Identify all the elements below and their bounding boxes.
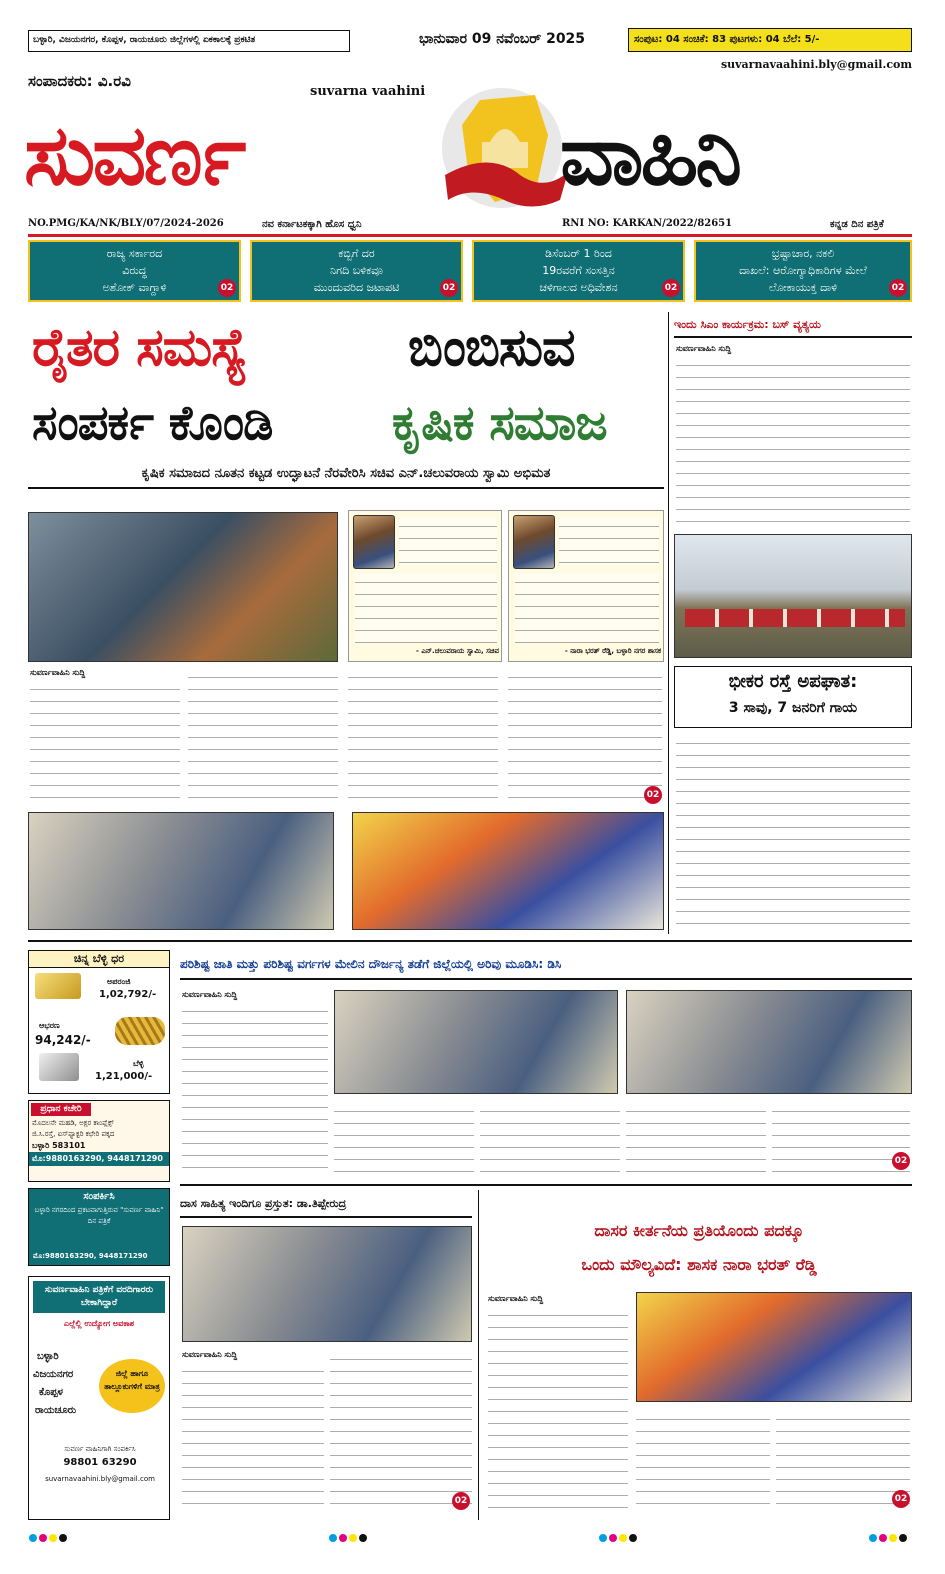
teaser-card[interactable] [250, 240, 463, 302]
recruit-bubble: ಜಿಲ್ಲೆ ಹಾಗೂ ತಾಲ್ಲೂಕುಗಳಿಗೆ ಮಾತ್ರ [99, 1359, 165, 1413]
contact-phone[interactable]: ಮೊ:9880163290, 9448171290 [33, 1252, 148, 1260]
lead-body-col-1 [30, 680, 180, 802]
editor-name: ಸಂಪಾದಕರು: ವಿ.ರವಿ [28, 72, 131, 90]
quote-text [559, 517, 659, 565]
masthead-right: ವಾಹಿನಿ [560, 106, 739, 204]
recruit-email[interactable]: suvarnavaahini.bly@gmail.com [45, 1475, 155, 1483]
recruit-city: ಬಳ್ಳಾರಿ [37, 1351, 59, 1362]
office-title: ಪ್ರಧಾನ ಕಚೇರಿ [31, 1103, 91, 1116]
section-rule [28, 940, 912, 942]
bus-row [685, 609, 905, 627]
quote-box-1 [348, 510, 502, 662]
teaser-card[interactable] [472, 240, 685, 302]
scst-body-col-4 [626, 1102, 766, 1174]
scst-photo-meeting [626, 990, 912, 1094]
daily-label: ಕನ್ನಡ ದಿನ ಪತ್ರಿಕೆ [830, 219, 884, 230]
scst-body-col-5 [772, 1102, 910, 1174]
lead-dateline: ಸುವರ್ಣವಾಹಿನಿ ಸುದ್ದಿ [30, 668, 86, 677]
bus-dateline: ಸುವರ್ಣವಾಹಿನಿ ಸುದ್ದಿ [676, 344, 732, 353]
recruit-line: ಎಲ್ಲೆಲ್ಲಿ ಉದ್ಯೋಗ ಅವಕಾಶ [63, 1319, 135, 1328]
contact-body: ಬಳ್ಳಾರಿ ನಗರದಿಂದ ಪ್ರಕಟವಾಗುತ್ತಿರುವ "ಸುವರ್ಣ ವಾಹಿನಿ" ದಿನ ಪತ್ರಿಕೆ [34, 1206, 164, 1225]
page-badge: 02 [440, 279, 458, 297]
scst-dateline: ಸುವರ್ಣವಾಹಿನಿ ಸುದ್ದಿ [182, 990, 238, 999]
gold-value-3: 1,21,000/- [95, 1071, 153, 1082]
headline-black-2: ಸಂಪರ್ಕ ಕೊಂಡಿ [32, 395, 273, 451]
contact-box [28, 1188, 170, 1266]
office-phone[interactable]: ಮೊ:9880163290, 9448171290 [29, 1152, 169, 1166]
quote-portrait [513, 515, 555, 569]
teaser-card[interactable] [28, 240, 241, 302]
page-badge: 02 [218, 279, 236, 297]
teaser-line: ಚಳಿಗಾಲದ ಅಧಿವೇಶನ [539, 281, 618, 294]
email-address[interactable]: suvarnavaahini.bly@gmail.com [720, 58, 912, 71]
gold-title: ಚಿನ್ನ ಬೆಳ್ಳಿ ಧರ [29, 951, 169, 968]
scst-body-col-2 [334, 1102, 474, 1174]
office-line: ಜಿ.ಸಿ.ರಸ್ತೆ, ಐಸ್‌ಫ್ಯಾಕ್ಟರಿ ಕಛೇರಿ ಪಕ್ಕದ [32, 1130, 115, 1138]
keerthane-body-col-3 [776, 1410, 910, 1510]
keerthane-photo [636, 1292, 912, 1402]
recruit-phone[interactable]: 98801 63290 [63, 1457, 137, 1468]
office-line: ಬಳ್ಳಾರಿ 583101 [32, 1141, 86, 1150]
bus-body [676, 356, 910, 528]
gold-value-1: 1,02,792/- [99, 989, 157, 1000]
quote-text [515, 573, 659, 643]
scst-photo-dc [334, 990, 618, 1094]
scst-body-col-3 [480, 1102, 620, 1174]
quote-box-2 [508, 510, 664, 662]
quote-text [355, 573, 497, 643]
lead-body-col-4 [508, 668, 662, 802]
keerthane-title-2: ಒಂದು ಮೌಲ್ಯವಿದೆ: ಶಾಸಕ ನಾರಾ ಭರತ್ ರೆಡ್ಡಿ [581, 1255, 817, 1274]
scst-title: ಪರಿಶಿಷ್ಟ ಜಾತಿ ಮತ್ತು ಪರಿಶಿಷ್ಟ ವರ್ಗಗಳ ಮೇಲಿನ ದೌರ್ಜನ್ಯ ತಡೆಗೆ ಜಿಲ್ಲೆಯಲ್ಲಿ ಅರಿವು ಮೂಡಿಸಿ: ಡಿಸಿ [180, 950, 912, 980]
teaser-line: ಭ್ರಷ್ಟಾಚಾರ, ನಕಲಿ [771, 247, 835, 260]
issue-info: ಸಂಪುಟ: 04 ಸಂಚಿಕೆ: 83 ಪುಟಗಳು: 04 ಬೆಲೆ: 5/- [628, 28, 912, 52]
recruit-title: ಸುವರ್ಣವಾಹಿನಿ ಪತ್ರಿಕೆಗೆ ವರದಿಗಾರರು ಬೇಕಾಗಿದ್ದಾರೆ [33, 1281, 165, 1313]
column-divider [478, 1190, 479, 1520]
tagline: ನವ ಕರ್ನಾಟಕಕ್ಕಾಗಿ ಹೊಸ ಧ್ವನಿ [262, 219, 362, 230]
teaser-line: 19ರವರೆಗೆ ಸಂಸತ್ತಿನ [542, 264, 615, 277]
recruit-city: ಕೊಪ್ಪಳ [39, 1387, 63, 1398]
dasa-body-col-2 [330, 1350, 472, 1508]
keerthane-dateline: ಸುವರ್ಣವಾಹಿನಿ ಸುದ್ದಿ [488, 1294, 544, 1303]
teaser-line: ಅಶೋಕ್ ವಾಗ್ದಾಳಿ [102, 281, 167, 294]
lead-subhead: ಕೃಷಿಕ ಸಮಾಜದ ನೂತನ ಕಟ್ಟಡ ಉದ್ಘಾಟನೆ ನೆರವೇರಿಸಿ ಸಚಿವ ಎನ್.ಚಲುವರಾಯ ಸ್ವಾಮಿ ಅಭಿಮತ [141, 466, 551, 481]
quote-credit: - ನಾರಾ ಭರತ್ ರೆಡ್ಡಿ, ಬಳ್ಳಾರಿ ನಗರ ಶಾಸಕ [564, 647, 661, 655]
dasa-title: ದಾಸ ಸಾಹಿತ್ಯ ಇಂದಿಗೂ ಪ್ರಸ್ತುತ: ಡಾ.ತಿಪ್ಪೇರುದ್ರ [180, 1192, 472, 1218]
recruit-phone-label: ಸುವರ್ಣ ವಾಹಿನಿಗಾಗಿ ಸಂಪರ್ಕಿಸಿ [64, 1445, 136, 1453]
accident-box [674, 666, 912, 728]
teaser-line: ದಾಖಲೆ: ಆರೋಗ್ಯಾಧಿಕಾರಿಗಳ ಮೇಲೆ [739, 264, 867, 277]
right-divider [668, 312, 669, 934]
masthead-left: ಸುವರ್ಣ [24, 106, 244, 204]
masthead-english: suvarna vaahini [310, 84, 426, 99]
registration-number: NO.PMG/KA/NK/BLY/07/2024-2026 [28, 218, 224, 229]
accident-title: ಭೀಕರ ರಸ್ತೆ ಅಪಘಾತ: [728, 671, 858, 692]
contact-title: ಸಂಪರ್ಕಿಸಿ [83, 1191, 115, 1202]
bus-photo [674, 534, 912, 658]
lead-photo-audience [28, 812, 334, 930]
gold-value-2: 94,242/- [35, 1033, 91, 1047]
gold-label-3: ಬೆಳ್ಳಿ [133, 1059, 144, 1068]
teaser-line: ಕಬ್ಬಿಗೆ ದರ [338, 247, 375, 260]
lead-subhead-rule [28, 487, 664, 489]
teaser-line: ಡಿಸೆಂಬರ್ 1 ರಿಂದ [545, 247, 612, 260]
lead-headline [28, 312, 664, 462]
teaser-card[interactable] [694, 240, 912, 302]
recruit-city: ವಿಜಯನಗರ [33, 1369, 74, 1380]
teaser-line: ಮುಂದುವರಿದ ಜಟಾಪಟಿ [313, 281, 400, 294]
dasa-dateline: ಸುವರ್ಣವಾಹಿನಿ ಸುದ್ದಿ [182, 1350, 238, 1359]
page-badge: 02 [452, 1492, 470, 1510]
office-box [28, 1100, 170, 1182]
page-badge: 02 [892, 1152, 910, 1170]
teaser-line: ವಿರುದ್ಧ [122, 264, 147, 277]
keerthane-body-col-1 [488, 1306, 628, 1510]
masthead-emblem [440, 80, 570, 220]
header-divider [28, 234, 912, 237]
gold-bars-icon [35, 973, 81, 999]
page-badge: 02 [662, 279, 680, 297]
gold-jewel-icon [115, 1017, 165, 1045]
accident-subtitle: 3 ಸಾವು, 7 ಜನರಿಗೆ ಗಾಯ [728, 700, 858, 716]
teaser-line: ರಾಜ್ಯ ಸರ್ಕಾರದ [106, 247, 163, 260]
lead-photo-ribbon [28, 512, 338, 662]
office-line: ಮೊದಲನೇ ಮಹಡಿ, ಅಕ್ಷರ ಕಾಂಪ್ಲೆಕ್ಸ್ [32, 1119, 114, 1127]
keerthane-body-col-2 [636, 1410, 770, 1510]
recruit-box [28, 1276, 170, 1520]
teaser-line: ನಿಗದಿ ಬಳಿಕವೂ [330, 264, 383, 277]
lead-body-col-3 [348, 668, 498, 802]
headline-green: ಕೃಷಿಕ ಸಮಾಜ [392, 395, 607, 451]
gold-box [28, 950, 170, 1094]
page-badge: 02 [644, 786, 662, 804]
teaser-strip [28, 240, 912, 302]
color-registration-marks [28, 1528, 912, 1538]
silver-bars-icon [39, 1053, 79, 1081]
dasa-photo [182, 1226, 472, 1342]
scst-body-col-1 [182, 1002, 328, 1174]
issue-date: ಭಾನುವಾರ 09 ನವೆಂಬರ್ 2025 [418, 31, 586, 47]
lead-body-col-2 [188, 668, 338, 802]
recruit-city: ರಾಯಚೂರು [35, 1405, 77, 1416]
page-badge: 02 [889, 279, 907, 297]
dasa-body-col-1 [182, 1362, 324, 1508]
section-rule [180, 1184, 912, 1186]
keerthane-title [486, 1214, 912, 1286]
lead-photo-lamp [352, 812, 664, 930]
quote-credit: - ಎನ್.ಚಲುವರಾಯ ಸ್ವಾಮಿ, ಸಚಿವ [416, 647, 499, 655]
quote-portrait [353, 515, 395, 569]
bus-title: ಇಂದು ಸಿಎಂ ಕಾರ್ಯಕ್ರಮ: ಬಸ್ ವ್ಯತ್ಯಯ [674, 314, 912, 338]
keerthane-title-1: ದಾಸರ ಕೀರ್ತನೆಯ ಪ್ರತಿಯೊಂದು ಪದಕ್ಕೂ [594, 1221, 804, 1240]
quote-text [399, 517, 497, 565]
headline-red: ರೈತರ ಸಮಸ್ಯೆ [32, 318, 248, 378]
rni-number: RNI NO: KARKAN/2022/82651 [562, 218, 733, 229]
headline-black-1: ಬಿಂಬಿಸುವ [408, 318, 575, 378]
teaser-line: ಲೋಕಾಯುಕ್ತ ದಾಳಿ [768, 281, 838, 294]
gold-label-1: ಅಪರಂಜಿ [107, 977, 131, 986]
page-badge: 02 [892, 1490, 910, 1508]
distribution-strip: ಬಳ್ಳಾರಿ, ವಿಜಯನಗರ, ಕೊಪ್ಪಳ, ರಾಯಚೂರು ಜಿಲ್ಲೆಗಳಲ್ಲಿ ಏಕಕಾಲಕ್ಕೆ ಪ್ರಕಟಿತ [28, 30, 350, 52]
accident-body [676, 734, 910, 932]
gold-label-2: ಆಭರಣ [39, 1021, 60, 1030]
